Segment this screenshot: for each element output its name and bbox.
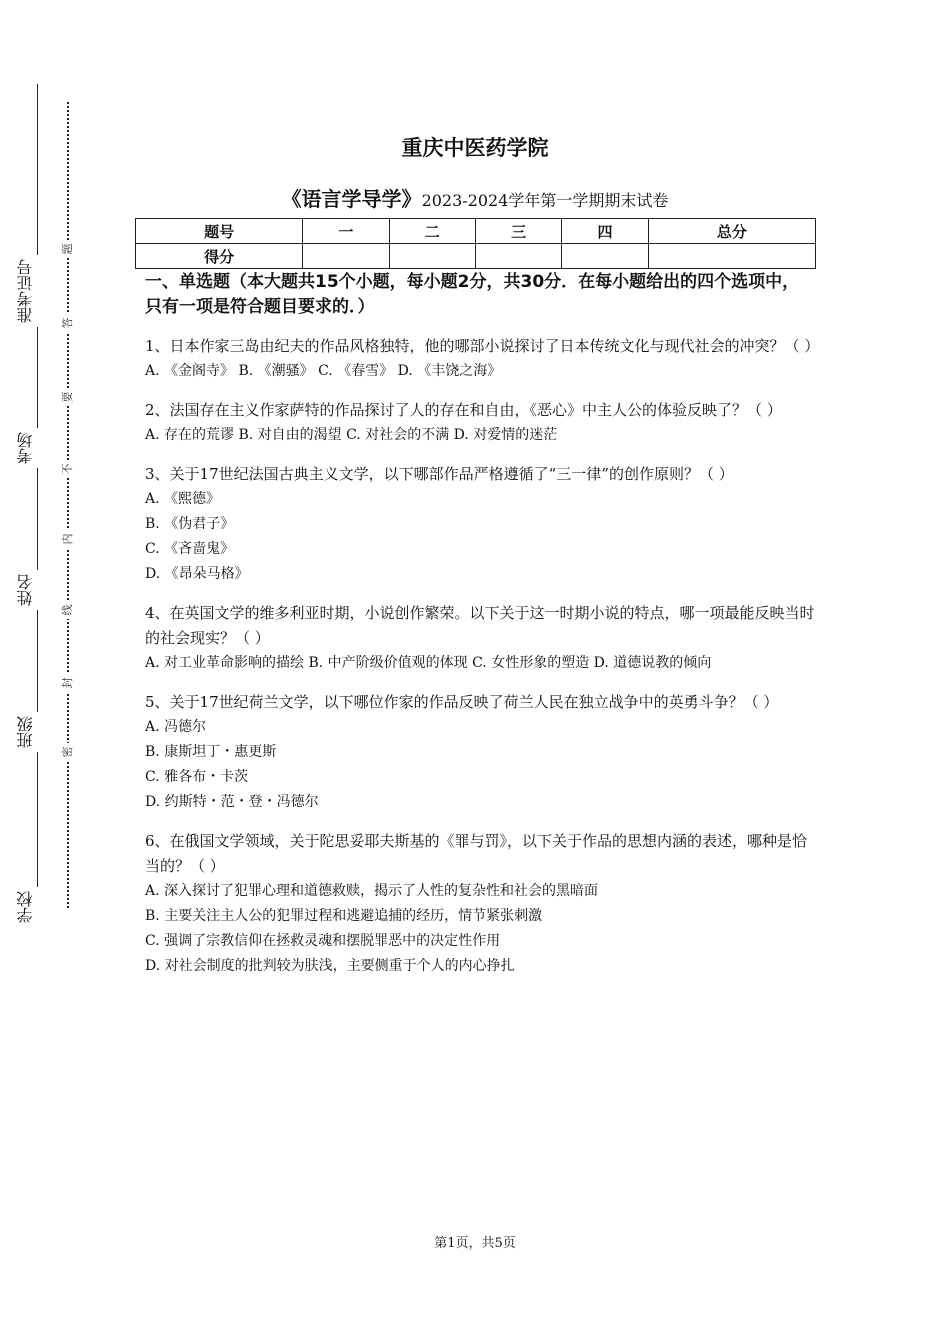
page-footer: 第1页，共5页 [434,1236,516,1251]
question-4 [145,601,815,676]
term-text: 2023-2024学年第一学期期末试卷 [421,191,669,210]
question-3 [145,462,815,587]
question-text: 3、关于17世纪法国古典主义文学，以下哪部作品严格遵循了“三一律”的创作原则？（ ） [145,465,734,483]
exam-content [145,270,820,979]
option-a: A. 深入探讨了犯罪心理和道德救赎，揭示了人性的复杂性和社会的黑暗面 [145,883,599,899]
question-text: 1、日本作家三岛由纪夫的作品风格独特，他的哪部小说探讨了日本传统文化与现代社会的冲突？（ ） [145,337,820,355]
question-options: A. 存在的荒谬 B. 对自由的渴望 C. 对社会的不满 D. 对爱情的迷茫 [145,427,558,443]
question-6 [145,829,815,979]
score-cell [562,244,648,269]
seal-char: 封 [61,674,75,692]
option-d: D. 约斯特・范・登・冯德尔 [145,794,319,810]
option-b: B. 《伪君子》 [145,516,235,532]
score-cell [303,244,389,269]
option-a: A. 冯德尔 [145,719,207,735]
question-1 [145,334,820,384]
question-5 [145,690,815,815]
question-text: 4、在英国文学的维多利亚时期，小说创作繁荣。以下关于这一时期小说的特点，哪一项最能反映当时的社会现实？（ ） [145,604,815,647]
score-header-cell: 总分 [648,219,815,244]
school-title: 重庆中医药学院 [401,136,549,160]
score-cell [475,244,561,269]
option-b: B. 主要关注主人公的犯罪过程和逃避追捕的经历，情节紧张刺激 [145,908,543,924]
score-header-cell: 题号 [136,219,303,244]
section-title: 一、单选题（本大题共15个小题，每小题2分，共30分．在每小题给出的四个选项中，只有一项是符合题目要求的．） [145,272,800,317]
option-c: C. 雅各布・卡茨 [145,769,249,785]
score-cell [389,244,475,269]
score-table-header-row [136,219,816,244]
score-cell [648,244,815,269]
question-text: 5、关于17世纪荷兰文学，以下哪位作家的作品反映了荷兰人民在独立战争中的英勇斗争？（ ） [145,693,779,711]
field-name-label: 姓名 [16,570,46,610]
option-c: C. 《吝啬鬼》 [145,541,235,557]
question-2 [145,398,815,448]
seal-char: 不 [61,460,75,478]
score-table [135,218,816,269]
seal-char: 密 [61,743,75,761]
option-c: C. 强调了宗教信仰在拯救灵魂和摆脱罪恶中的决定性作用 [145,933,501,949]
field-exam-room-label: 考场 [16,428,46,468]
option-d: D. 《昂朵马格》 [145,566,249,582]
seal-char: 内 [61,530,75,548]
question-text: 6、在俄国文学领域，关于陀思妥耶夫斯基的《罪与罚》，以下关于作品的思想内涵的表述，哪种是恰当的？（ ） [145,832,808,875]
score-header-cell: 四 [562,219,648,244]
option-d: D. 对社会制度的批判较为肤浅，主要侧重于个人的内心挣扎 [145,958,515,974]
question-options: A. 《金阁寺》 B. 《潮骚》 C. 《春雪》 D. 《丰饶之海》 [145,363,502,379]
seal-char: 答 [61,314,75,332]
score-header-cell: 三 [475,219,561,244]
course-name: 《语言学导学》 [281,187,422,211]
option-a: A. 《熙德》 [145,491,221,507]
seal-char: 题 [61,240,75,258]
seal-char: 线 [61,601,75,619]
score-header-cell: 二 [389,219,475,244]
score-header-cell: 一 [303,219,389,244]
exam-subtitle [0,183,950,212]
field-school-label: 学校 [16,887,46,927]
option-b: B. 康斯坦丁・惠更斯 [145,744,277,760]
field-class-label: 班级 [16,712,46,752]
score-table-score-row [136,244,816,269]
seal-char: 要 [61,388,75,406]
binding-dotted-line [67,102,69,908]
field-exam-number-label: 准考证号 [16,255,46,327]
question-options: A. 对工业革命影响的描绘 B. 中产阶级价值观的体现 C. 女性形象的塑造 D. 道德说教的倾向 [145,655,712,671]
question-text: 2、法国存在主义作家萨特的作品探讨了人的存在和自由，《恶心》中主人公的体验反映了？（ ） [145,401,782,419]
score-row-label: 得分 [136,244,303,269]
